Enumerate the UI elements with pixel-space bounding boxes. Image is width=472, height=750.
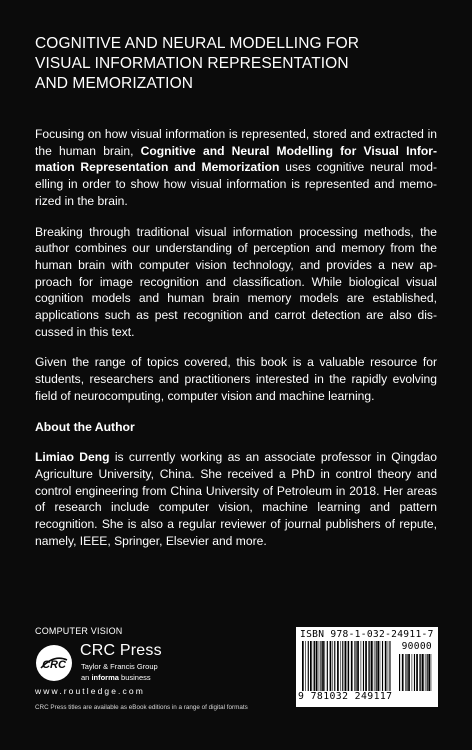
barcode-bar <box>322 641 324 691</box>
book-title <box>35 34 435 94</box>
ean-digits: 9 781032 249117 <box>298 691 393 702</box>
isbn-barcode <box>296 627 438 707</box>
barcode-bar <box>316 641 318 691</box>
barcode-bar <box>340 641 341 691</box>
publisher-website: www.routledge.com <box>35 686 145 696</box>
barcode-bar <box>425 654 426 691</box>
publisher-group: Taylor & Francis Group <box>81 662 158 671</box>
barcode-bar <box>355 641 356 691</box>
barcode-bar <box>337 641 339 691</box>
barcode-bar <box>308 641 309 691</box>
back-cover-blurb <box>35 126 437 563</box>
blurb-paragraph-1 <box>35 126 437 210</box>
barcode-bar <box>363 641 364 691</box>
blurb-text: Focusing on how visual information is represented, stored and extracted in the human brain, <box>35 127 437 158</box>
barcode-bar <box>313 641 314 691</box>
crc-press-logo <box>35 644 73 682</box>
barcode-bar <box>320 641 321 691</box>
barcode-bar <box>427 654 428 691</box>
publisher-name: CRC Press <box>80 642 162 659</box>
barcode-bar <box>324 641 325 691</box>
blurb-text: uses cognitive neural modelling in order to show how visual information is represented and memorized in the brain. <box>35 160 437 208</box>
barcode-bar <box>374 641 375 691</box>
author-name: Limiao Deng <box>35 450 110 465</box>
barcode-bar <box>431 654 432 691</box>
logo-text: CRC <box>42 659 66 671</box>
barcode-bar <box>357 641 359 691</box>
barcode-bar <box>314 641 315 691</box>
barcode-bar <box>385 641 387 691</box>
barcode-bar <box>330 641 332 691</box>
barcode-bar <box>422 654 424 691</box>
informa-tagline: an informa business <box>81 673 151 682</box>
barcode-bar <box>408 654 410 691</box>
barcode-bar <box>345 641 347 691</box>
title-line: COGNITIVE AND NEURAL MODELLING FOR <box>35 35 360 52</box>
about-author-heading: About the Author <box>35 419 135 434</box>
barcode-bar <box>354 641 355 691</box>
subject-category: COMPUTER VISION <box>35 626 123 636</box>
title-line: VISUAL INFORMATION REPRESENTATION <box>35 55 349 72</box>
author-bio-text: is currently working as an associate professor in Qingdao Agriculture University, China. She received a PhD in control theory and control engineering from China University of Petroleum in 2018. Her areas of research include computer vision, machine learning and pattern recognition. She is also a regular reviewer of journal publishers of repute, namely, IEEE, Springer, Elsevier and more. <box>35 450 437 548</box>
barcode-bar <box>334 641 335 691</box>
barcode-bar <box>305 641 306 691</box>
barcode-bar <box>416 654 418 691</box>
barcode-bar <box>332 641 333 691</box>
barcode-bar <box>428 654 430 691</box>
barcode-bar <box>371 641 373 691</box>
barcode-bar <box>388 641 389 691</box>
barcode-bar <box>310 641 312 691</box>
ebook-note: CRC Press titles are available as eBook editions in a range of digital formats <box>35 704 248 711</box>
blurb-paragraph-3: Given the range of topics covered, this book is a valuable resource for students, researchers and practitioners interested in the rapidly evolving field of neurocomputing, computer vision and machine learning. <box>35 355 437 403</box>
title-line: AND MEMORIZATION <box>35 75 194 92</box>
barcode-bar <box>399 654 400 691</box>
author-bio <box>35 449 437 549</box>
barcode-bar <box>351 641 353 691</box>
price-code: 90000 <box>401 641 432 652</box>
isbn-number: ISBN 978-1-032-24911-7 <box>300 629 434 640</box>
barcode-bar <box>412 654 413 691</box>
ean-barcode-bars <box>302 641 392 691</box>
barcode-bar <box>376 641 377 691</box>
barcode-bar <box>365 641 367 691</box>
barcode-bar <box>327 641 328 691</box>
barcode-bar <box>402 654 404 691</box>
barcode-bar <box>342 641 343 691</box>
barcode-bar <box>319 641 320 691</box>
barcode-bar <box>405 654 406 691</box>
addon-barcode-bars <box>399 654 432 691</box>
barcode-bar <box>368 641 369 691</box>
barcode-bar <box>377 641 379 691</box>
barcode-bar <box>361 641 362 691</box>
barcode-bar <box>420 654 421 691</box>
barcode-bar <box>419 654 420 691</box>
barcode-bar <box>406 654 407 691</box>
barcode-bar <box>369 641 370 691</box>
barcode-bar <box>348 641 349 691</box>
barcode-bar <box>382 641 383 691</box>
barcode-bar <box>389 641 390 691</box>
barcode-bar <box>380 641 381 691</box>
barcode-bar <box>414 654 415 691</box>
barcode-bar <box>347 641 348 691</box>
blurb-paragraph-2: Breaking through traditional visual information processing methods, the author combines our understanding of perception and memory from the human brain with computer vision technology, and provides a new approach for image recognition and classification. While biological visual cognition models and human brain memory models are established, applications such as pest recognition and carrot detection are also discussed in this text. <box>35 224 437 339</box>
barcode-bar <box>302 641 304 691</box>
blurb-book-title: Cognitive and Neural Modelling for Visual Information Representation and Memorization <box>35 143 437 175</box>
